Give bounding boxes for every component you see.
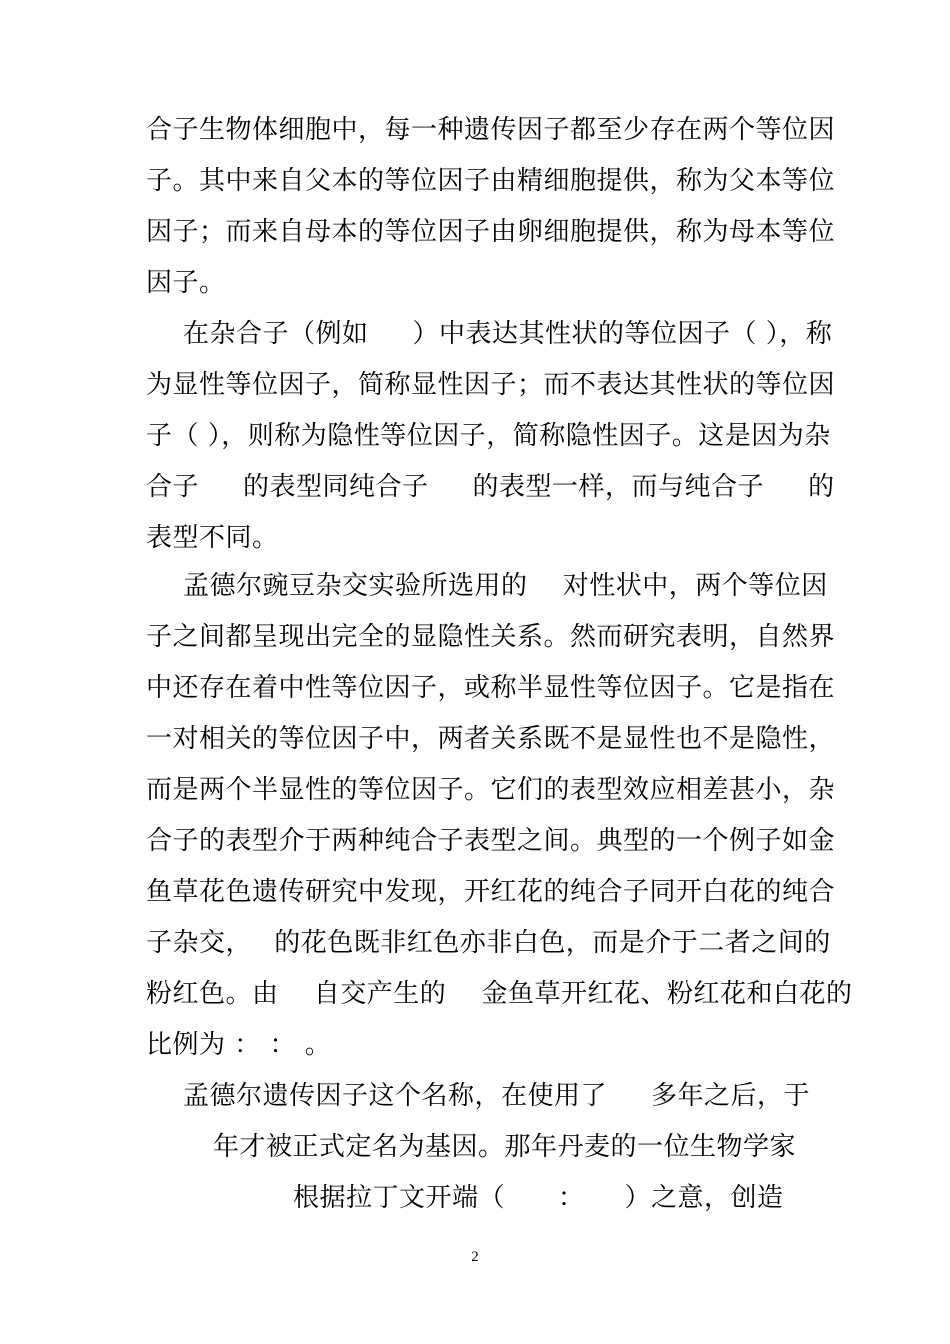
text-line-10: 孟德尔豌豆杂交实验所选用的 对性状中，两个等位因 — [183, 571, 828, 601]
text-line-6: 为显性等位因子，简称显性因子；而不表达其性状的等位因 — [146, 370, 836, 400]
text-line-15: 合子的表型介于两种纯合子表型之间。典型的一个例子如金 — [146, 826, 836, 856]
text-line-3: 因子；而来自母本的等位因子由卵细胞提供，称为母本等位 — [146, 217, 836, 247]
text-line-16: 鱼草花色遗传研究中发现，开红花的纯合子同开白花的纯合 — [146, 877, 836, 907]
text-line-18: 粉红色。由 自交产生的 金鱼草开红花、粉红花和白花的 — [146, 979, 853, 1009]
text-line-22: 根据拉丁文开端（ ： ）之意，创造 — [293, 1183, 784, 1213]
text-line-4: 因子。 — [146, 268, 226, 298]
text-line-11: 子之间都呈现出完全的显隐性关系。然而研究表明，自然界 — [146, 622, 836, 652]
text-line-13: 一对相关的等位因子中，两者关系既不是显性也不是隐性， — [146, 724, 836, 754]
text-line-8: 合子 的表型同纯合子 的表型一样，而与纯合子 的 — [146, 472, 835, 502]
text-line-21: 年才被正式定名为基因。那年丹麦的一位生物学家 — [213, 1132, 797, 1162]
text-line-5: 在杂合子（例如 ）中表达其性状的等位因子（ ），称 — [183, 319, 833, 349]
text-line-14: 而是两个半显性的等位因子。它们的表型效应相差甚小，杂 — [146, 775, 836, 805]
text-line-17: 子杂交， 的花色既非红色亦非白色，而是介于二者之间的 — [146, 928, 831, 958]
text-line-1: 合子生物体细胞中，每一种遗传因子都至少存在两个等位因 — [146, 115, 836, 145]
text-line-2: 子。其中来自父本的等位因子由精细胞提供，称为父本等位 — [146, 166, 836, 196]
page-number: 2 — [471, 1249, 479, 1265]
text-line-9: 表型不同。 — [146, 523, 279, 553]
text-line-19: 比例为 ： ： 。 — [146, 1030, 332, 1060]
text-line-12: 中还存在着中性等位因子，或称半显性等位因子。它是指在 — [146, 673, 836, 703]
text-line-20: 孟德尔遗传因子这个名称，在使用了 多年之后，于 — [183, 1081, 811, 1111]
text-line-7: 子（ ），则称为隐性等位因子，简称隐性因子。这是因为杂 — [146, 421, 831, 451]
